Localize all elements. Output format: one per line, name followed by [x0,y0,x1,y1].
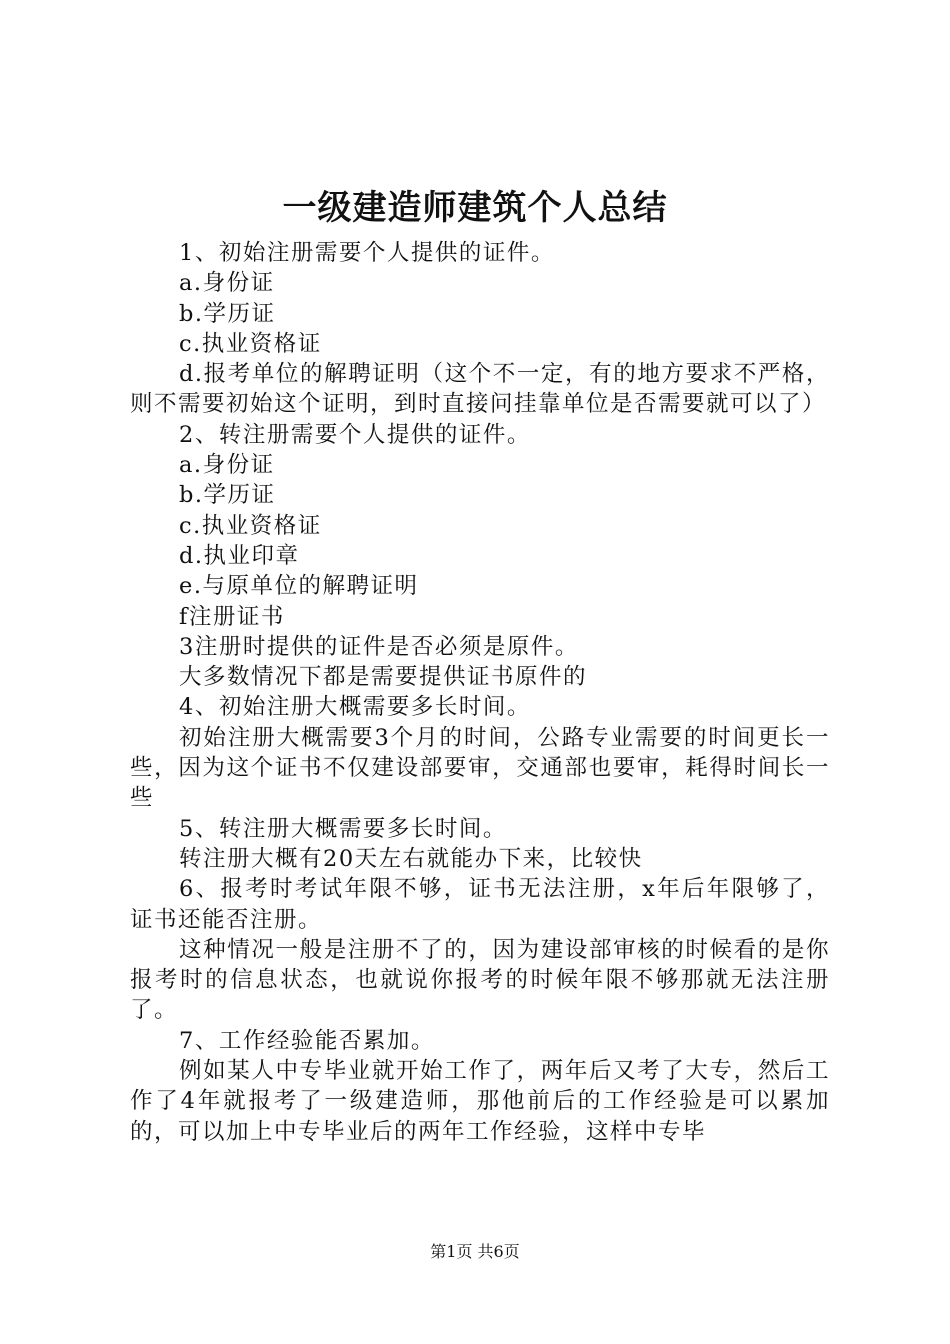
paragraph: c.执业资格证 [179,330,322,357]
paragraph: c.执业资格证 [179,512,322,539]
paragraph: 7、工作经验能否累加。 [179,1027,435,1054]
paragraph: 大多数情况下都是需要提供证书原件的 [179,664,588,691]
page-title: 一级建造师建筑个人总结 [282,188,668,228]
paragraph: d.执业印章 [179,542,300,569]
paragraph: b.学历证 [179,300,276,327]
paragraph: 3注册时提供的证件是否必须是原件。 [179,633,579,660]
paragraph: 5、转注册大概需要多长时间。 [179,815,507,842]
paragraph: a.身份证 [179,452,275,479]
paragraph: b.学历证 [179,482,276,509]
paragraph: 这种情况一般是注册不了的，因为建设部审核的时候看的是你报考时的信息状态，也就说你报考的时候年限不够那就无法注册了。 [130,936,830,1024]
paragraph: 1、初始注册需要个人提供的证件。 [179,240,555,266]
page-footer: 第1页 共6页 [430,1242,520,1261]
paragraph: e.与原单位的解聘证明 [179,573,419,600]
paragraph: 4、初始注册大概需要多长时间。 [179,694,531,721]
paragraph: 例如某人中专毕业就开始工作了，两年后又考了大专，然后工作了4年就报考了一级建造师，那他前后的工作经验是可以累加的，可以加上中专毕业后的两年工作经验，这样中专毕 [130,1058,830,1145]
paragraph: d.报考单位的解聘证明（这个不一定，有的地方要求不严格，则不需要初始这个证明，到时直接问挂靠单位是否需要就可以了） [130,361,830,418]
document-body [130,238,830,1147]
paragraph: 6、报考时考试年限不够，证书无法注册，x年后年限够了，证书还能否注册。 [130,876,830,933]
paragraph: a.身份证 [179,270,275,297]
paragraph: 2、转注册需要个人提供的证件。 [179,421,531,448]
paragraph: 初始注册大概需要3个月的时间，公路专业需要的时间更长一些，因为这个证书不仅建设部要审，交通部也要审，耗得时间长一些 [130,724,830,812]
paragraph: 转注册大概有20天左右就能办下来，比较快 [179,845,643,872]
paragraph: f注册证书 [179,603,285,630]
